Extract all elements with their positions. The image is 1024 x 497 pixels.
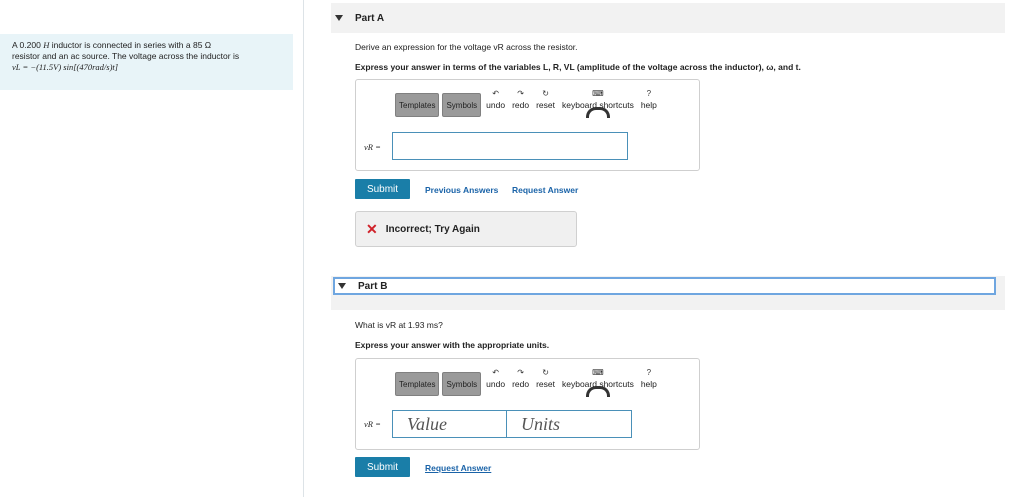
part-a-header[interactable] <box>331 3 1005 33</box>
symbols-button[interactable]: Symbols <box>442 93 481 117</box>
part-a-toolbar <box>395 90 659 120</box>
part-b-submit-button[interactable]: Submit <box>355 457 410 477</box>
part-a-answer-box <box>355 79 700 171</box>
reset-button[interactable]: ↻ reset <box>536 368 555 389</box>
templates-button[interactable]: Templates <box>395 93 439 117</box>
redo-icon: ↷ <box>517 368 524 377</box>
part-a-title: Part A <box>355 12 385 24</box>
keyboard-icon: ⌨ <box>592 89 604 98</box>
problem-line-3: vL = −(11.5V) sin[(470rad/s)t] <box>12 62 119 72</box>
part-b-request-answer-link[interactable]: Request Answer <box>425 463 492 473</box>
panel-divider <box>303 0 304 497</box>
redo-icon: ↷ <box>517 89 524 98</box>
part-a-equation-label: vR = <box>364 142 381 152</box>
problem-line-1: A 0.200 H inductor is connected in series with a 85 Ω <box>12 40 212 50</box>
help-button[interactable]: ? help <box>640 89 657 110</box>
help-icon: ? <box>646 368 652 377</box>
keyboard-arc-icon <box>586 107 610 118</box>
part-b-title: Part B <box>358 280 388 292</box>
keyboard-shortcuts-button[interactable]: ⌨ keyboard shortcuts <box>560 100 636 110</box>
part-a-submit-button[interactable]: Submit <box>355 179 410 199</box>
incorrect-x-icon: ✕ <box>366 220 378 237</box>
redo-button[interactable]: ↷ redo <box>512 368 530 389</box>
part-a-answer-input[interactable] <box>392 132 628 160</box>
part-a-request-answer-link[interactable]: Request Answer <box>512 185 579 195</box>
part-b-header[interactable] <box>333 277 996 295</box>
help-button[interactable]: ? help <box>640 368 657 389</box>
keyboard-arc-icon <box>586 386 610 397</box>
feedback-message <box>355 211 577 247</box>
undo-button[interactable]: ↶ undo <box>486 89 506 110</box>
templates-button[interactable]: Templates <box>395 372 439 396</box>
part-b-express: Express your answer with the appropriate units. <box>355 340 550 350</box>
previous-answers-link[interactable]: Previous Answers <box>425 185 499 195</box>
help-icon: ? <box>646 89 652 98</box>
part-b-answer-box <box>355 358 700 450</box>
part-b-question: What is vR at 1.93 ms? <box>355 320 443 330</box>
collapse-triangle-icon[interactable] <box>335 15 343 21</box>
keyboard-icon: ⌨ <box>592 368 604 377</box>
collapse-triangle-icon[interactable] <box>338 283 346 289</box>
symbols-button[interactable]: Symbols <box>442 372 481 396</box>
part-b-toolbar <box>395 369 659 399</box>
undo-icon: ↶ <box>492 89 499 98</box>
redo-button[interactable]: ↷ redo <box>512 89 530 110</box>
part-b-equation-label: vR = <box>364 419 381 429</box>
problem-statement <box>0 34 293 90</box>
part-a-instruction: Derive an expression for the voltage vR across the resistor. <box>355 42 578 52</box>
value-input[interactable]: Value <box>392 410 518 438</box>
undo-button[interactable]: ↶ undo <box>486 368 506 389</box>
reset-button[interactable]: ↻ reset <box>536 89 555 110</box>
reset-icon: ↻ <box>542 89 549 98</box>
undo-icon: ↶ <box>492 368 499 377</box>
reset-icon: ↻ <box>542 368 549 377</box>
problem-line-2: resistor and an ac source. The voltage across the inductor is <box>12 51 240 61</box>
keyboard-shortcuts-button[interactable]: ⌨ keyboard shortcuts <box>560 379 636 389</box>
feedback-text: Incorrect; Try Again <box>385 223 480 235</box>
part-a-express: Express your answer in terms of the variables L, R, VL (amplitude of the voltage across the inductor), ω, and t. <box>355 62 801 72</box>
units-input[interactable]: Units <box>506 410 632 438</box>
